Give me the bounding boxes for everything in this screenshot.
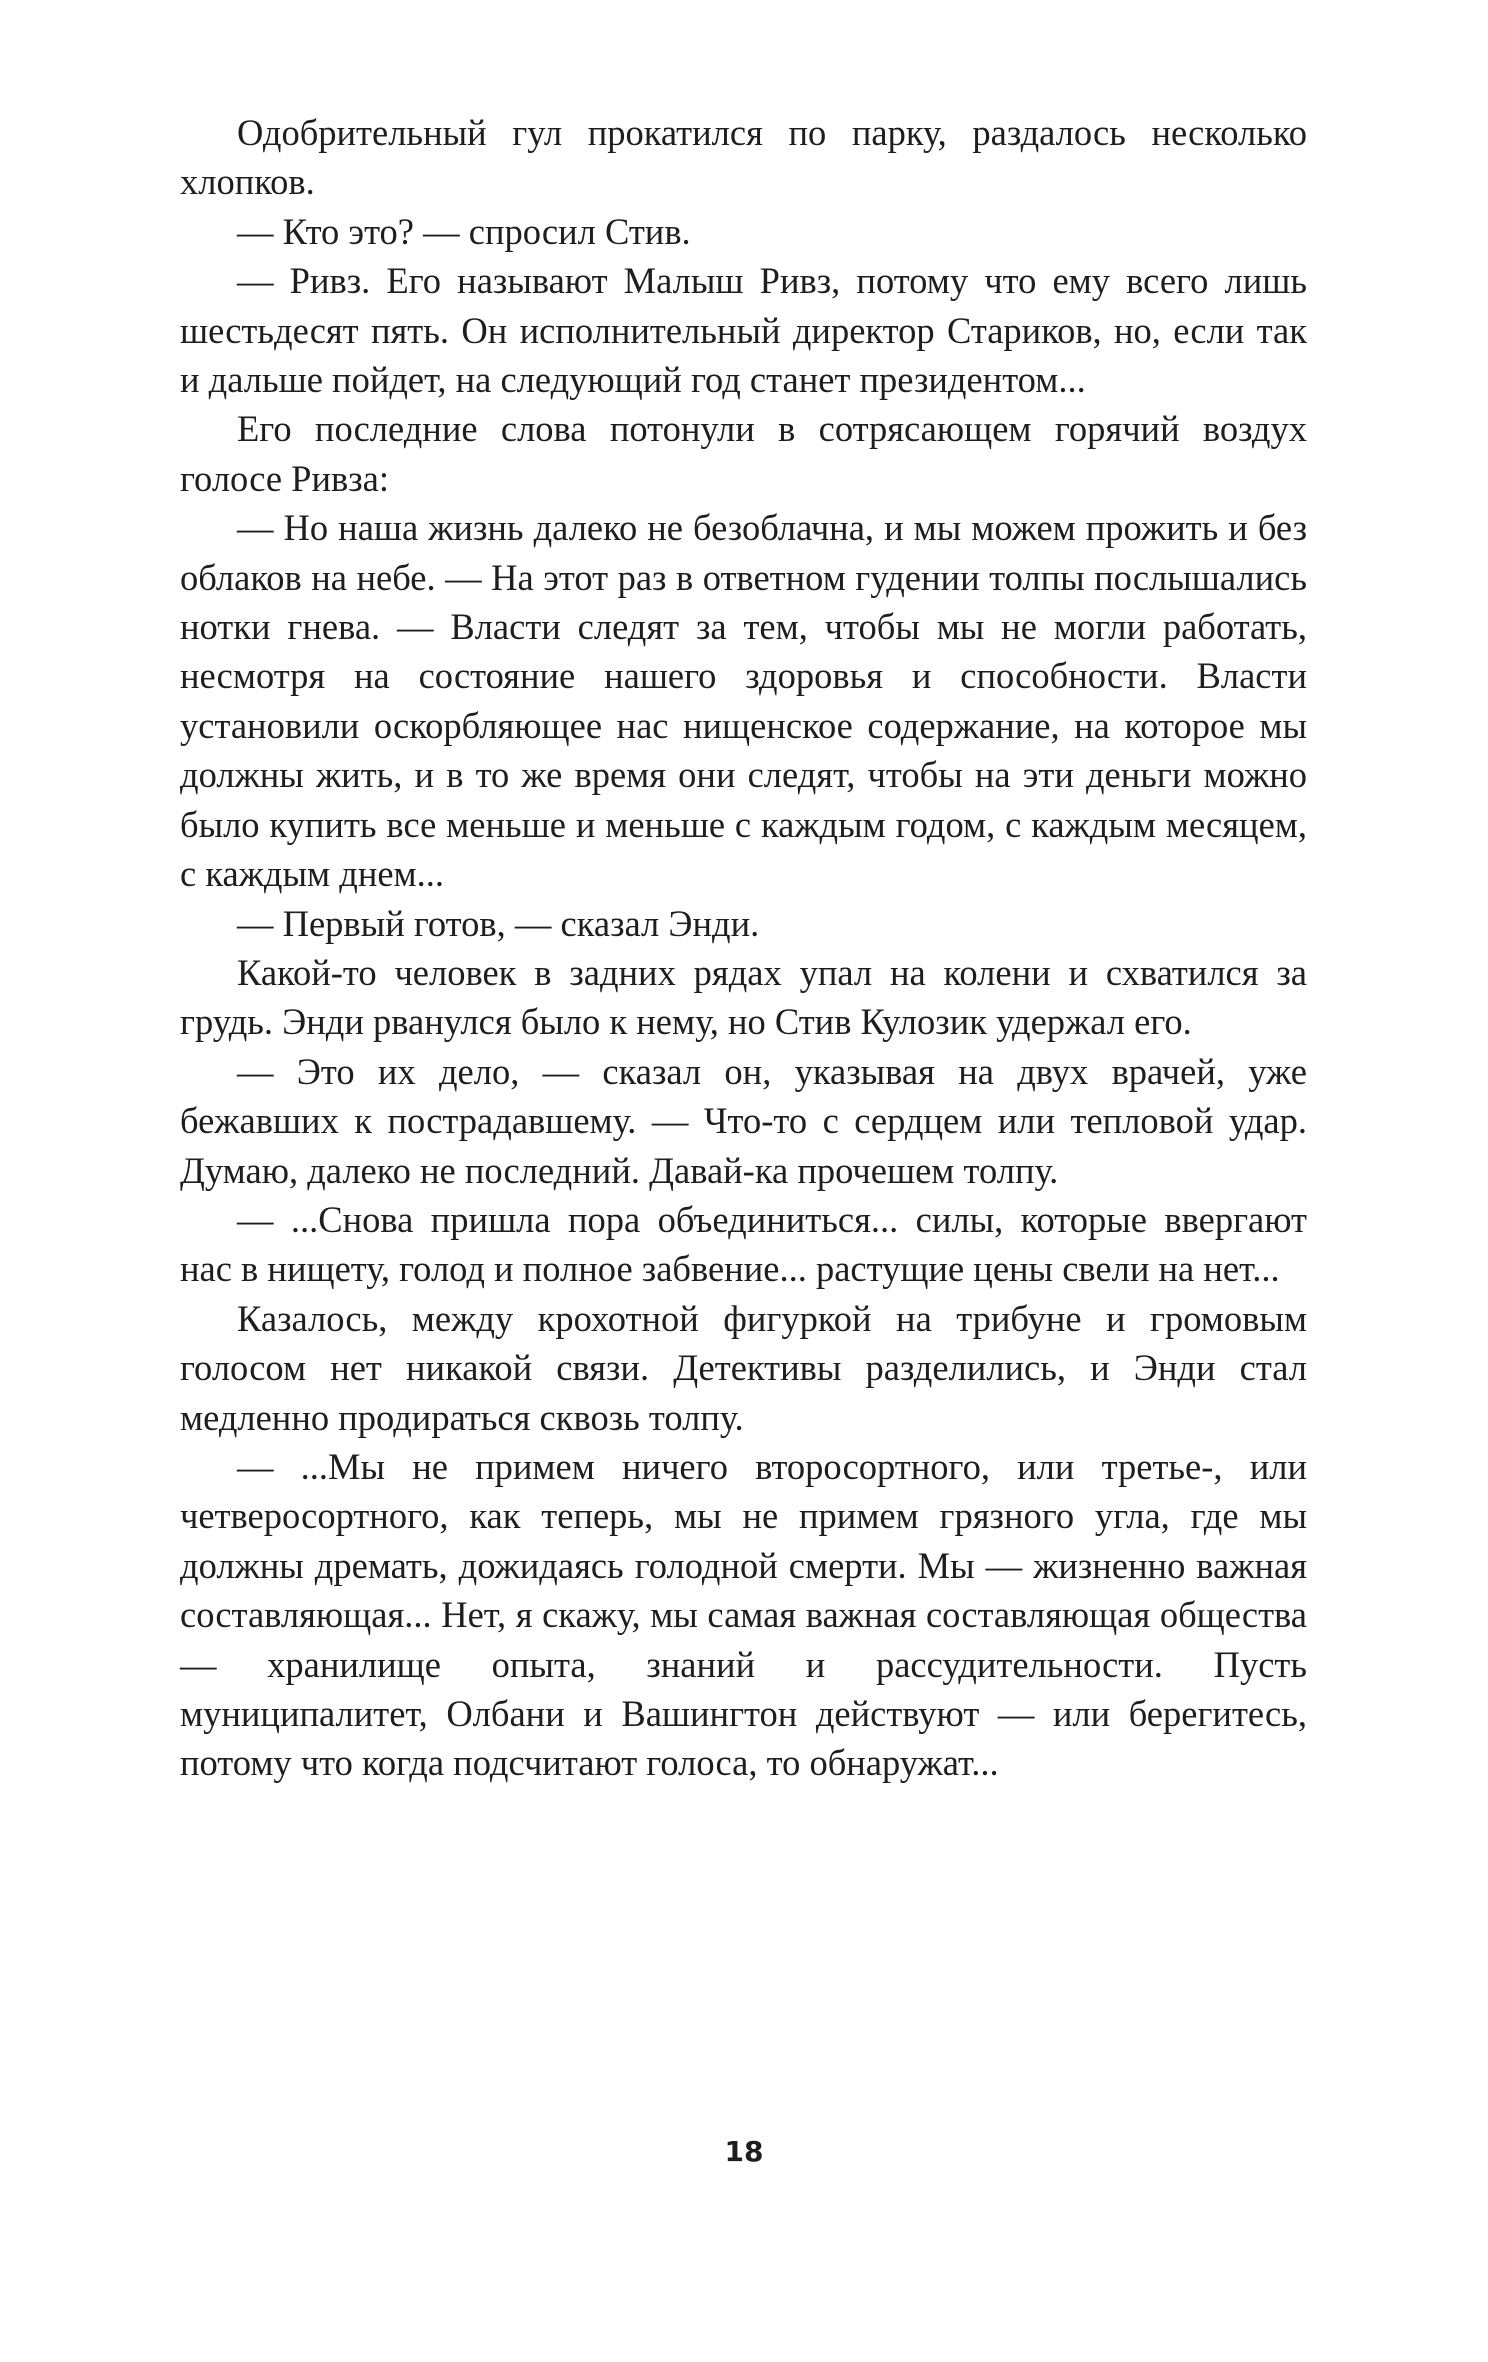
paragraph: — Ривз. Его называют Малыш Ривз, потому что ему всего лишь шестьдесят пять. Он исполнительный директор Стариков, но, если так и дальше пойдет, на следующий год станет президентом...: [180, 260, 1307, 401]
paragraph: — Первый готов, — сказал Энди.: [237, 902, 760, 944]
page-number: 18: [724, 2135, 764, 2168]
paragraph: — ...Мы не примем ничего второсортного, или третье-, или четверосортного, как теперь, мы не примем грязного угла, где мы должны дремать, дожидаясь голодной смерти. Мы — жизненно важная составляющая... Нет, я скажу, мы самая важная составляющая общества — хранилище опыта, знаний и рассудительности. Пусть муниципалитет, Олбани и Вашингтон действуют — или берегитесь, потому что когда подсчитают голоса, то обнаружат...: [180, 1445, 1307, 1784]
paragraph: Казалось, между крохотной фигуркой на трибуне и громовым голосом нет никакой связи. Детективы разделились, и Энди стал медленно продираться сквозь толпу.: [180, 1297, 1307, 1438]
paragraph: Одобрительный гул прокатился по парку, раздалось несколько хлопков.: [180, 112, 1307, 203]
body-text: [180, 108, 1307, 1788]
paragraph: Его последние слова потонули в сотрясающем горячий воздух голосе Ривза:: [180, 408, 1307, 499]
paragraph: Какой-то человек в задних рядах упал на колени и схватился за грудь. Энди рванулся было к нему, но Стив Кулозик удержал его.: [180, 951, 1307, 1043]
paragraph: — Кто это? — спросил Стив.: [237, 210, 691, 252]
paragraph: — Но наша жизнь далеко не безоблачна, и мы можем прожить и без облаков на небе. — На этот раз в ответном гудении толпы послышались нотки гнева. — Власти следят за тем, чтобы мы не могли работать, несмотря на состояние нашего здоровья и способности. Власти установили оскорбляющее нас нищенское содержание, на которое мы должны жить, и в то же время они следят, чтобы на эти деньги можно было купить все меньше и меньше с каждым годом, с каждым месяцем, с каждым днем...: [180, 507, 1307, 895]
paragraph: — ...Снова пришла пора объединиться... силы, которые ввергают нас в нищету, голод и полное забвение... растущие цены свели на нет...: [180, 1198, 1307, 1290]
paragraph: — Это их дело, — сказал он, указывая на двух врачей, уже бежавших к пострадавшему. — Что-то с сердцем или тепловой удар. Думаю, далеко не последний. Давай-ка прочешем толпу.: [180, 1050, 1307, 1191]
